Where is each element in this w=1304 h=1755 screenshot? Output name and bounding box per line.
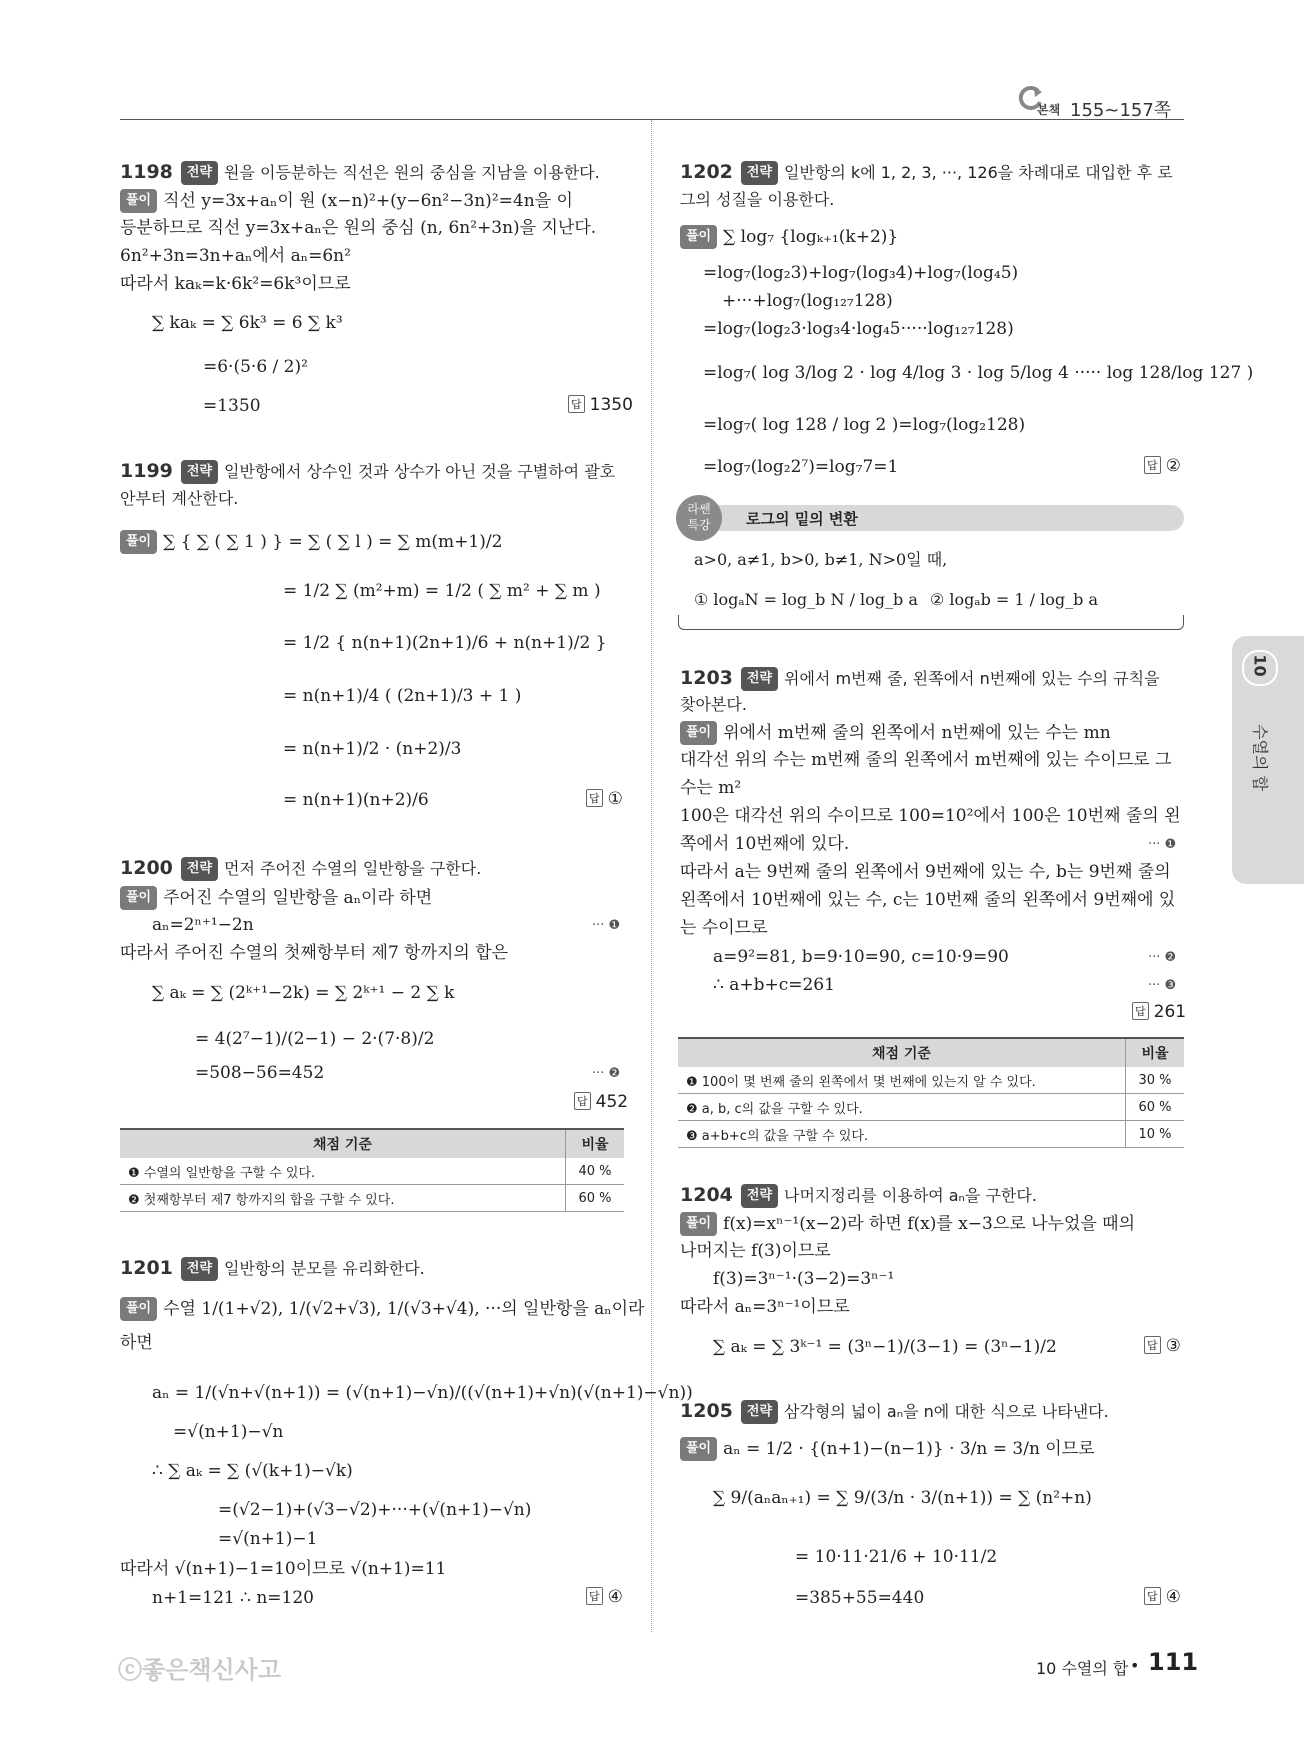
answer-icon: 답 [1144, 456, 1161, 474]
header-book-label: 본책 [1037, 103, 1061, 117]
solution-text: 직선 y=3x+aₙ이 원 (x−n)²+(y−6n²−3n)²=4n을 이 [163, 191, 573, 211]
solution-line [680, 225, 898, 249]
problem-1203-header [680, 667, 1160, 691]
problem-number: 1201 [120, 1257, 173, 1279]
ratio-cell: 60 % [566, 1185, 625, 1212]
answer-icon: 답 [568, 395, 585, 413]
answer-1201 [586, 1587, 623, 1607]
problem-number: 1203 [680, 667, 733, 689]
ratio-cell: 10 % [1126, 1121, 1185, 1148]
strategy-text-cont: 그의 성질을 이용한다. [680, 190, 835, 209]
math-line: = n(n+1)(n+2)/6 [283, 790, 429, 810]
math-line: =6·(5·6 / 2)² [203, 357, 308, 377]
tip-item-1: ① logₐN = log_b N / log_b a [694, 590, 918, 609]
solution-text: ∑ log₇ {logₖ₊₁(k+2)} [723, 227, 899, 247]
math-line: n+1=121 ∴ n=120 [152, 1588, 314, 1608]
strategy-tag: 전략 [181, 460, 218, 484]
ratio-cell: 60 % [1126, 1094, 1185, 1121]
answer-value: ③ [1165, 1336, 1181, 1356]
answer-value: ② [1165, 456, 1181, 476]
score-mark: ··· ❸ [1148, 978, 1177, 993]
answer-icon: 답 [586, 1587, 603, 1605]
strategy-tag: 전략 [181, 1257, 218, 1281]
math-line: =log₇(log₂2⁷)=log₇7=1 [703, 457, 899, 477]
solution-line: 하면 [120, 1333, 153, 1353]
answer-1200 [574, 1092, 628, 1112]
header-page-ref: 155~157쪽 [1070, 100, 1172, 121]
strategy-text-cont: 안부터 계산한다. [120, 489, 239, 508]
answer-icon: 답 [1144, 1587, 1161, 1605]
problem-1201-header [120, 1257, 425, 1281]
answer-icon: 답 [574, 1092, 591, 1110]
math-line: +···+log₇(log₁₂₇128) [722, 291, 893, 311]
solution-line [680, 1437, 1095, 1461]
strategy-tag: 전략 [741, 667, 778, 691]
math-line: =1350 [203, 396, 261, 416]
math-line: =508−56=452 [195, 1063, 325, 1083]
criteria-cell: ❷ a, b, c의 값을 구할 수 있다. [678, 1094, 1126, 1121]
answer-value: 261 [1153, 1002, 1187, 1022]
answer-value: 1350 [589, 395, 633, 415]
side-tab-title: 수열의 합 [1250, 724, 1270, 791]
score-mark: ··· ❶ [1148, 837, 1177, 852]
side-tab-number: 10 [1250, 654, 1270, 677]
answer-icon: 답 [1144, 1336, 1161, 1354]
math-line: =√(n+1)−1 [218, 1529, 318, 1549]
solution-line: 6n²+3n=3n+aₙ에서 aₙ=6n² [120, 246, 351, 266]
math-line: = 1/2 { n(n+1)(2n+1)/6 + n(n+1)/2 } [283, 633, 607, 653]
ratio-header: 비율 [566, 1129, 625, 1158]
solution-line: 쪽에서 10번째에 있다. [680, 834, 850, 854]
criteria-cell: ❶ 수열의 일반항을 구할 수 있다. [120, 1158, 566, 1185]
tip-bracket [678, 615, 1184, 630]
criteria-table-1203 [678, 1037, 1184, 1148]
problem-1204-header [680, 1184, 1037, 1208]
solution-text: 위에서 m번째 줄의 왼쪽에서 n번째에 있는 수는 mn [723, 723, 1111, 743]
math-line: =(√2−1)+(√3−√2)+···+(√(n+1)−√n) [218, 1500, 532, 1520]
solution-line [680, 1212, 1135, 1236]
math-line: a=9²=81, b=9·10=90, c=10·9=90 [713, 947, 1009, 967]
answer-icon: 답 [1132, 1002, 1149, 1020]
solution-text: f(x)=xⁿ⁻¹(x−2)라 하면 f(x)를 x−3으로 나누었을 때의 [723, 1214, 1136, 1234]
solution-line: 따라서 a는 9번째 줄의 왼쪽에서 9번째에 있는 수, b는 9번째 줄의 [680, 862, 1171, 882]
math-line: =log₇(log₂3·log₃4·log₄5·····log₁₂₇128) [703, 319, 1014, 339]
answer-icon: 답 [586, 789, 603, 807]
solution-line: 100은 대각선 위의 수이므로 100=10²에서 100은 10번째 줄의 왼 [680, 806, 1181, 826]
solution-line: 대각선 위의 수는 m번째 줄의 왼쪽에서 m번째에 있는 수이므로 그 [680, 750, 1172, 770]
math-line: =log₇( log 128 / log 2 )=log₇(log₂128) [703, 415, 1026, 435]
problem-number: 1199 [120, 460, 173, 482]
solution-line [120, 189, 573, 213]
math-line: =385+55=440 [795, 1588, 925, 1608]
solution-line: 따라서 √(n+1)−1=10이므로 √(n+1)=11 [120, 1559, 447, 1579]
answer-1198 [568, 395, 633, 415]
solution-line: 따라서 주어진 수열의 첫째항부터 제7 항까지의 합은 [120, 943, 509, 963]
math-line: =log₇(log₂3)+log₇(log₃4)+log₇(log₄5) [703, 263, 1019, 283]
strategy-text: 나머지정리를 이용하여 aₙ을 구한다. [784, 1186, 1037, 1205]
solution-tag: 풀이 [120, 189, 157, 213]
solution-line [680, 721, 1111, 745]
problem-1200-header [120, 857, 481, 881]
solution-line: 왼쪽에서 10번째에 있는 수, c는 10번째 줄의 왼쪽에서 9번째에 있 [680, 890, 1176, 910]
answer-1205 [1144, 1587, 1181, 1607]
solution-line [120, 886, 432, 910]
tip-badge-bottom: 특강 [687, 518, 711, 532]
math-line: =√(n+1)−√n [173, 1422, 284, 1442]
strategy-text: 삼각형의 넓이 aₙ을 n에 대한 식으로 나타낸다. [784, 1402, 1109, 1421]
solution-line: 수는 m² [680, 778, 742, 798]
math-line: ∑ aₖ = ∑ 3ᵏ⁻¹ = (3ⁿ−1)/(3−1) = (3ⁿ−1)/2 [713, 1337, 1057, 1357]
problem-1205-header [680, 1400, 1109, 1424]
solution-line [120, 530, 502, 554]
problem-number: 1198 [120, 161, 173, 183]
tip-badge [676, 495, 722, 541]
problem-1202-header [680, 161, 1173, 185]
ratio-cell: 40 % [566, 1158, 625, 1185]
solution-line [120, 1297, 644, 1321]
criteria-cell: ❶ 100이 몇 번째 줄의 왼쪽에서 몇 번째에 있는지 알 수 있다. [678, 1067, 1126, 1094]
answer-value: 452 [595, 1092, 629, 1112]
criteria-header: 채점 기준 [678, 1038, 1126, 1067]
solution-tag: 풀이 [120, 886, 157, 910]
strategy-tag: 전략 [181, 857, 218, 881]
math-line: aₙ = 1/(√n+√(n+1)) = (√(n+1)−√n)/((√(n+1)+√n)(√(n+1)−√n)) [152, 1383, 693, 1403]
math-line: ∴ a+b+c=261 [713, 975, 835, 995]
problem-1199-header [120, 460, 615, 484]
criteria-cell: ❷ 첫째항부터 제7 항까지의 합을 구할 수 있다. [120, 1185, 566, 1212]
math-line: = 1/2 ∑ (m²+m) = 1/2 ( ∑ m² + ∑ m ) [283, 581, 601, 601]
solution-tag: 풀이 [680, 721, 717, 745]
tip-badge-top: 라쎈 [687, 502, 711, 516]
math-line: ∴ ∑ aₖ = ∑ (√(k+1)−√k) [152, 1461, 353, 1481]
solution-tag: 풀이 [120, 1297, 157, 1321]
tip-item-2: ② logₐb = 1 / log_b a [930, 590, 1099, 609]
problem-number: 1202 [680, 161, 733, 183]
strategy-text: 위에서 m번째 줄, 왼쪽에서 n번째에 있는 수의 규칙을 [784, 669, 1160, 688]
solution-tag: 풀이 [680, 1437, 717, 1461]
solution-text: ∑ { ∑ ( ∑ 1 ) } = ∑ ( ∑ l ) = ∑ m(m+1)/2 [163, 532, 503, 552]
strategy-text: 먼저 주어진 수열의 일반항을 구한다. [224, 859, 482, 878]
answer-1204 [1144, 1336, 1181, 1356]
tip-title: 로그의 밑의 변환 [746, 510, 858, 528]
math-line: ∑ 9/(aₙaₙ₊₁) = ∑ 9/(3/n · 3/(n+1)) = ∑ (n²+n) [713, 1488, 1092, 1508]
math-line: = n(n+1)/4 ( (2n+1)/3 + 1 ) [283, 686, 522, 706]
solution-text: 주어진 수열의 일반항을 aₙ이라 하면 [163, 888, 433, 908]
solution-line: 등분하므로 직선 y=3x+aₙ은 원의 중심 (n, 6n²+3n)을 지난다. [120, 218, 597, 238]
answer-1199 [586, 789, 623, 809]
answer-1202 [1144, 456, 1181, 476]
footer-chapter: 10 수열의 합 [1036, 1659, 1129, 1678]
ratio-cell: 30 % [1126, 1067, 1185, 1094]
math-line: = 4(2⁷−1)/(2−1) − 2·(7·8)/2 [195, 1029, 435, 1049]
problem-number: 1204 [680, 1184, 733, 1206]
answer-value: ① [607, 789, 623, 809]
chapter-side-tab [1232, 636, 1304, 884]
solution-line: 따라서 aₙ=3ⁿ⁻¹이므로 [680, 1297, 850, 1317]
math-line: =log₇( log 3/log 2 · log 4/log 3 · log 5/log 4 ····· log 128/log 127 ) [703, 363, 1254, 383]
criteria-cell: ❸ a+b+c의 값을 구할 수 있다. [678, 1121, 1126, 1148]
math-line: aₙ=2ⁿ⁺¹−2n [152, 915, 254, 935]
strategy-tag: 전략 [741, 1400, 778, 1424]
header-rule [120, 119, 1184, 120]
criteria-header: 채점 기준 [120, 1129, 566, 1158]
solution-line: 는 수이므로 [680, 918, 768, 938]
footer-bullet: • [1130, 1656, 1140, 1675]
strategy-text: 일반항의 k에 1, 2, 3, ···, 126을 차례대로 대입한 후 로 [784, 163, 1173, 182]
problem-1198-header [120, 161, 600, 185]
ratio-header: 비율 [1126, 1038, 1185, 1067]
math-line: f(3)=3ⁿ⁻¹·(3−2)=3ⁿ⁻¹ [713, 1269, 895, 1289]
problem-number: 1200 [120, 857, 173, 879]
solution-tag: 풀이 [120, 530, 157, 554]
tip-box [678, 502, 1184, 629]
footer-publisher: ⓒ좋은책신사고 [118, 1656, 282, 1684]
math-line: ∑ aₖ = ∑ (2ᵏ⁺¹−2k) = ∑ 2ᵏ⁺¹ − 2 ∑ k [152, 983, 455, 1003]
problem-number: 1205 [680, 1400, 733, 1422]
strategy-text-cont: 찾아본다. [680, 695, 747, 714]
solution-text: 수열 1/(1+√2), 1/(√2+√3), 1/(√3+√4), ···의 일반항을 aₙ이라 [163, 1299, 645, 1319]
criteria-table-1200 [120, 1128, 624, 1212]
solution-tag: 풀이 [680, 1212, 717, 1236]
column-divider [651, 120, 652, 1632]
math-line: = 10·11·21/6 + 10·11/2 [795, 1547, 998, 1567]
strategy-text: 일반항에서 상수인 것과 상수가 아닌 것을 구별하여 괄호 [224, 462, 616, 481]
footer-page-number: 111 [1148, 1648, 1199, 1676]
strategy-tag: 전략 [181, 161, 218, 185]
strategy-text: 일반항의 분모를 유리화한다. [224, 1259, 425, 1278]
answer-1203 [1132, 1002, 1186, 1022]
strategy-tag: 전략 [741, 1184, 778, 1208]
score-mark: ··· ❷ [592, 1066, 621, 1081]
math-line: ∑ kaₖ = ∑ 6k³ = 6 ∑ k³ [152, 313, 343, 333]
score-mark: ··· ❶ [592, 918, 621, 933]
answer-value: ④ [607, 1587, 623, 1607]
strategy-tag: 전략 [741, 161, 778, 185]
solution-tag: 풀이 [680, 225, 717, 249]
solution-line: 나머지는 f(3)이므로 [680, 1241, 831, 1261]
solution-text: aₙ = 1/2 · {(n+1)−(n−1)} · 3/n = 3/n 이므로 [723, 1439, 1095, 1459]
answer-value: ④ [1165, 1587, 1181, 1607]
math-line: = n(n+1)/2 · (n+2)/3 [283, 739, 462, 759]
score-mark: ··· ❷ [1148, 950, 1177, 965]
tip-line: a>0, a≠1, b>0, b≠1, N>0일 때, [694, 550, 948, 569]
strategy-text: 원을 이등분하는 직선은 원의 중심을 지남을 이용한다. [224, 163, 600, 182]
solution-line: 따라서 kaₖ=k·6k²=6k³이므로 [120, 274, 351, 294]
